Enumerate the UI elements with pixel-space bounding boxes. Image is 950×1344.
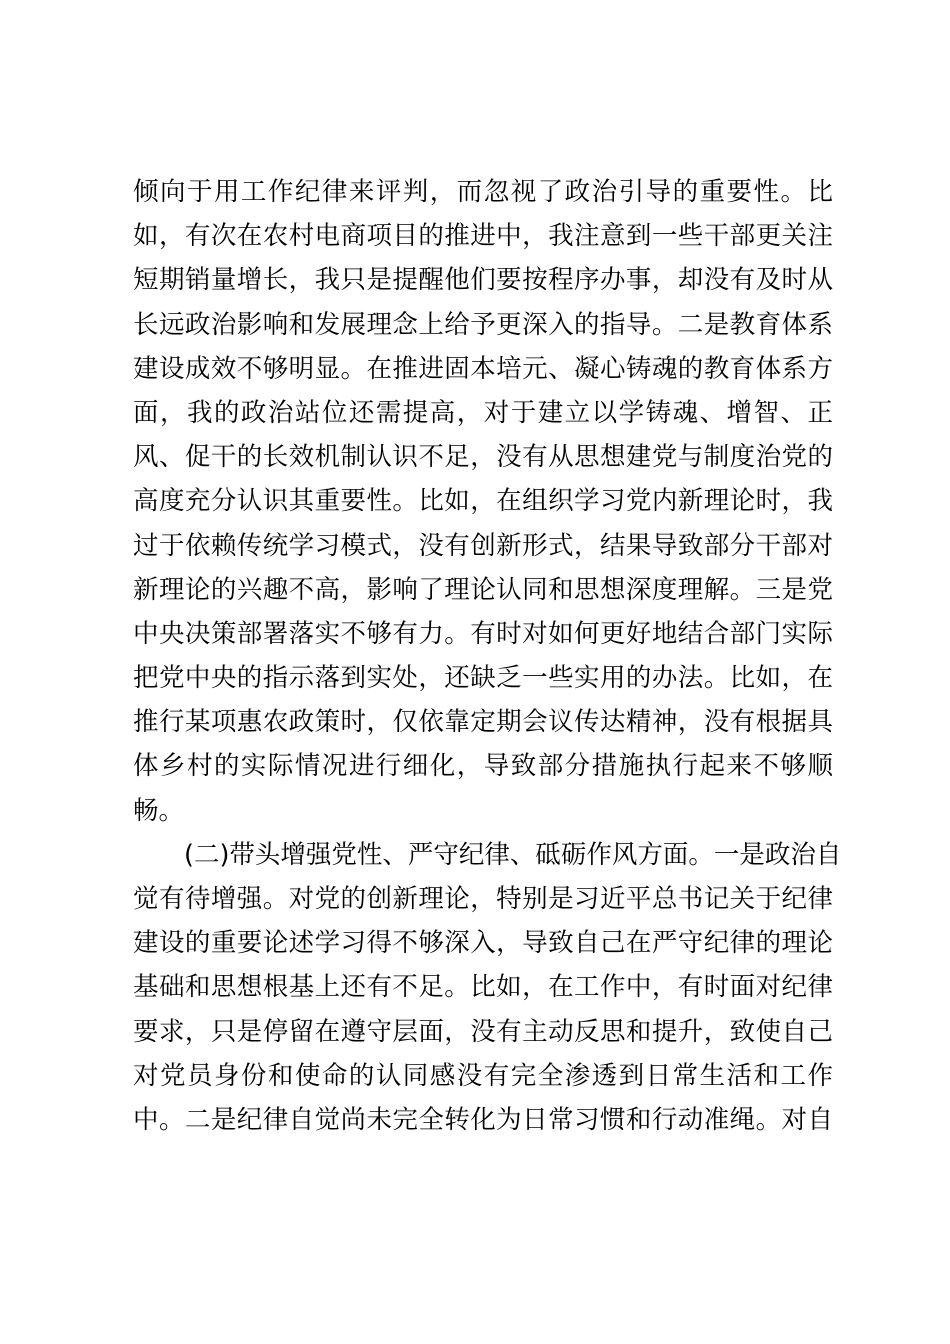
text-line: 高度充分认识其重要性。比如，在组织学习党内新理论时，我 <box>133 486 833 517</box>
text-line: 如，有次在农村电商项目的推进中，我注意到一些干部更关注 <box>133 221 833 252</box>
text-line: 推行某项惠农政策时，仅依靠定期会议传达精神，没有根据具 <box>133 707 833 738</box>
text-line: 过于依赖传统学习模式，没有创新形式，结果导致部分干部对 <box>133 530 833 561</box>
text-line: 觉有待增强。对党的创新理论，特别是习近平总书记关于纪律 <box>133 884 833 914</box>
text-line: 面，我的政治站位还需提高，对于建立以学铸魂、增智、正 <box>133 397 833 428</box>
text-line: 把党中央的指示落到实处，还缺乏一些实用的办法。比如，在 <box>133 663 833 694</box>
body-text <box>133 170 842 1142</box>
text-line: 倾向于用工作纪律来评判，而忽视了政治引导的重要性。比 <box>133 177 833 207</box>
text-line: 基础和思想根基上还有不足。比如，在工作中，有时面对纪律 <box>133 972 833 1003</box>
text-line: 畅。 <box>133 795 185 826</box>
text-line: 短期销量增长，我只是提醒他们要按程序办事，却没有及时从 <box>133 265 833 296</box>
text-line: 风、促干的长效机制认识不足，没有从思想建党与制度治党的 <box>133 442 833 473</box>
text-line: 建设的重要论述学习得不够深入，导致自己在严守纪律的理论 <box>133 928 833 959</box>
text-line: 对党员身份和使命的认同感没有完全渗透到日常生活和工作 <box>133 1060 833 1091</box>
section-heading-line: (二)带头增强党性、严守纪律、砥砺作风方面。一是政治自 <box>184 839 842 870</box>
text-line: 要求，只是停留在遵守层面，没有主动反思和提升，致使自己 <box>133 1016 833 1047</box>
text-line: 长远政治影响和发展理念上给予更深入的指导。二是教育体系 <box>133 309 833 340</box>
text-line: 体乡村的实际情况进行细化，导致部分措施执行起来不够顺 <box>133 751 833 782</box>
text-line: 中。二是纪律自觉尚未完全转化为日常习惯和行动准绳。对自 <box>133 1104 833 1135</box>
text-line: 新理论的兴趣不高，影响了理论认同和思想深度理解。三是党 <box>133 574 833 605</box>
text-line: 建设成效不够明显。在推进固本培元、凝心铸魂的教育体系方 <box>133 353 833 384</box>
text-line: 中央决策部署落实不够有力。有时对如何更好地结合部门实际 <box>133 618 833 649</box>
